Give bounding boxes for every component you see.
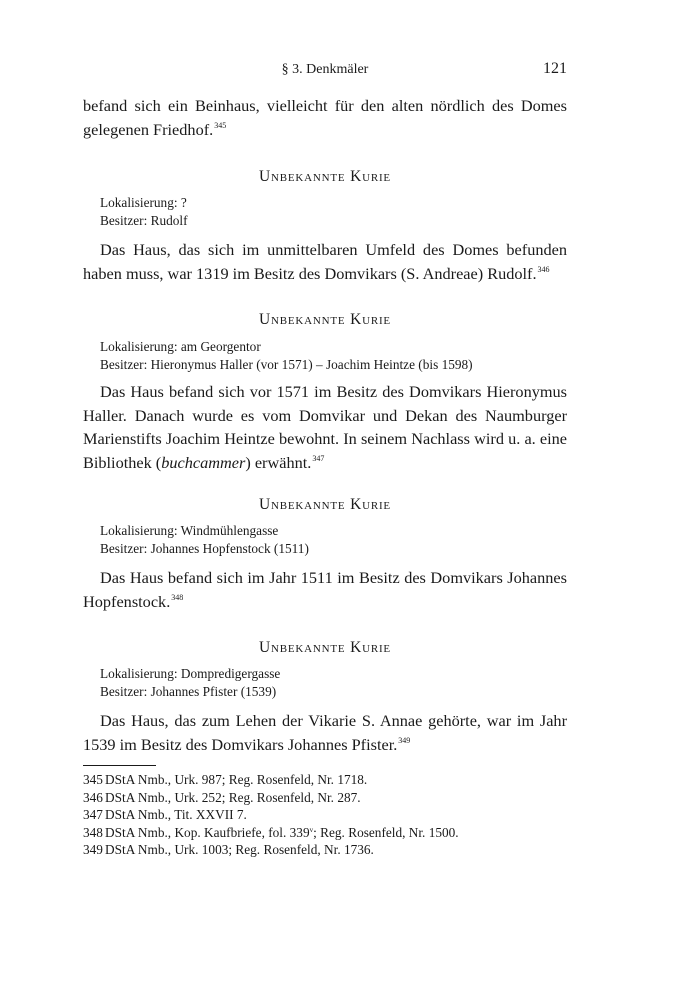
lokalisierung: Lokalisierung: Windmühlengasse: [100, 523, 279, 538]
section-heading: Unbekannte Kurie: [259, 311, 391, 328]
intro-text: befand sich ein Beinhaus, vielleicht für den alten nördlich des Domes gelegenen Friedhof.: [83, 96, 567, 139]
entry-meta: [100, 338, 473, 373]
section-heading: Unbekannte Kurie: [259, 168, 391, 185]
entry-text: ) erwähnt.: [245, 452, 312, 472]
footnote-ref: 348: [171, 592, 184, 602]
besitzer: Besitzer: Rudolf: [100, 212, 188, 228]
footnote: [83, 841, 459, 859]
footnote-number: 347: [83, 807, 103, 823]
footnotes: [83, 771, 459, 859]
entry-paragraph: [83, 238, 567, 285]
besitzer: Besitzer: Hieronymus Haller (vor 1571) – Joachim Heintze (bis 1598): [100, 356, 473, 372]
entry-paragraph: [83, 709, 567, 756]
footnote-number: 349: [83, 842, 103, 858]
footnote: [83, 806, 459, 824]
intro-paragraph: [83, 94, 567, 141]
footnote-text: ; Reg. Rosenfeld, Nr. 1500.: [313, 824, 459, 840]
footnote-number: 346: [83, 789, 103, 805]
lokalisierung: Lokalisierung: Dompredigergasse: [100, 666, 281, 681]
entry-text: Das Haus, das zum Lehen der Vikarie S. Annae gehörte, war im Jahr 1539 im Besitz des Domvikars Johannes Pfister.: [83, 711, 567, 754]
footnote-rule: [83, 765, 156, 766]
footnote: [83, 789, 459, 807]
running-head: [83, 62, 567, 82]
page-number: 121: [543, 60, 567, 77]
footnote-text: DStA Nmb., Urk. 252; Reg. Rosenfeld, Nr. 287.: [105, 789, 361, 805]
footnote-ref: 345: [214, 120, 227, 130]
section-heading: Unbekannte Kurie: [259, 496, 391, 513]
footnote-text: DStA Nmb., Kop. Kaufbriefe, fol. 339: [105, 824, 310, 840]
footnote-text: DStA Nmb., Urk. 1003; Reg. Rosenfeld, Nr. 1736.: [105, 842, 374, 858]
lokalisierung: Lokalisierung: ?: [100, 195, 187, 210]
entry-text: Das Haus befand sich im Jahr 1511 im Besitz des Domvikars Johannes Hopfenstock.: [83, 568, 567, 611]
entry-meta: [100, 522, 309, 557]
footnote-text: DStA Nmb., Urk. 987; Reg. Rosenfeld, Nr. 1718.: [105, 772, 368, 787]
footnote-number: 345: [83, 772, 103, 787]
entry-meta: [100, 665, 280, 700]
entry-text: Das Haus befand sich vor 1571 im Besitz des Domvikars Hieronymus Haller. Danach wurde es vom Domvikar und Dekan des Naumburger Marienstifts Joachim Heintze bewohnt. In seinem Nachlass wird u. a. eine Bibliothek (: [83, 382, 567, 472]
footnote-ref: 347: [312, 453, 325, 463]
entry-paragraph: [83, 380, 567, 474]
footnote-ref: 346: [537, 264, 550, 274]
entry-text-italic: buchcammer: [161, 452, 246, 472]
running-title: § 3. Denkmäler: [281, 62, 369, 77]
lokalisierung: Lokalisierung: am Georgentor: [100, 339, 261, 354]
besitzer: Besitzer: Johannes Hopfenstock (1511): [100, 540, 309, 556]
folio-verso-mark: v: [309, 825, 314, 834]
footnote-number: 348: [83, 824, 103, 840]
footnote-text: DStA Nmb., Tit. XXVII 7.: [105, 807, 247, 823]
entry-meta: [100, 194, 188, 229]
footnote-ref: 349: [398, 735, 411, 745]
section-heading: Unbekannte Kurie: [259, 639, 391, 656]
entry-text: Das Haus, das sich im unmittelbaren Umfeld des Domes befunden haben muss, war 1319 im Besitz des Domvikars (S. Andreae) Rudolf.: [83, 240, 567, 283]
footnote: [83, 771, 459, 789]
footnote: [83, 824, 459, 842]
entry-paragraph: [83, 566, 567, 613]
besitzer: Besitzer: Johannes Pfister (1539): [100, 683, 277, 699]
